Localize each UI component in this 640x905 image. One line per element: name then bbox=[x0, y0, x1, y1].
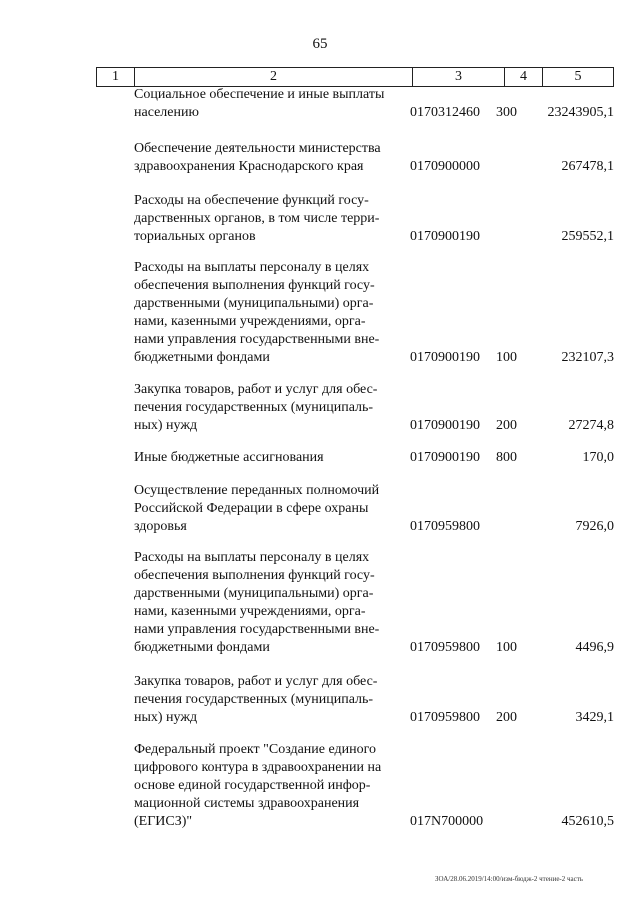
header-col-4: 4 bbox=[505, 68, 543, 86]
description-line: здоровья bbox=[134, 519, 187, 534]
description-line: цифрового контура в здравоохранении на bbox=[134, 760, 382, 775]
header-col-5: 5 bbox=[574, 69, 582, 84]
description-line: Социальное обеспечение и иные выплаты bbox=[134, 87, 385, 102]
table-row bbox=[134, 86, 614, 122]
row-type: 200 bbox=[496, 710, 517, 725]
row-code: 0170959800 bbox=[410, 640, 480, 655]
description-line: Расходы на обеспечение функций госу- bbox=[134, 193, 369, 208]
row-amount: 4496,9 bbox=[575, 640, 614, 655]
table-row bbox=[134, 381, 614, 435]
row-type: 100 bbox=[496, 350, 517, 365]
description-line: Обеспечение деятельности министерства bbox=[134, 141, 381, 156]
description-line: обеспечения выполнения функций госу- bbox=[134, 568, 375, 583]
row-amount: 232107,3 bbox=[561, 350, 614, 365]
row-code: 017N700000 bbox=[410, 814, 484, 829]
row-description bbox=[134, 140, 404, 176]
row-type: 100 bbox=[496, 640, 517, 655]
footer-note: ЗОА/28.06.2019/14:00/изм-бюдж-2 чтение-2 часть bbox=[435, 875, 583, 883]
row-description bbox=[134, 192, 404, 246]
table-row bbox=[134, 482, 614, 536]
description-line: Закупка товаров, работ и услуг для обес- bbox=[134, 674, 378, 689]
description-line: Иные бюджетные ассигнования bbox=[134, 450, 324, 465]
page-number: 65 bbox=[312, 36, 328, 52]
description-line: нами управления государственными вне- bbox=[134, 622, 380, 637]
description-line: ных) нужд bbox=[134, 710, 198, 725]
row-description bbox=[134, 449, 404, 467]
row-code: 0170900190 bbox=[410, 450, 480, 465]
table-row bbox=[134, 140, 614, 176]
row-code: 0170900000 bbox=[410, 159, 480, 174]
description-line: Российской Федерации в сфере охраны bbox=[134, 501, 369, 516]
row-code: 0170312460 bbox=[410, 105, 480, 120]
row-description bbox=[134, 741, 404, 831]
row-description bbox=[134, 259, 404, 367]
row-code: 0170959800 bbox=[410, 519, 480, 534]
row-amount: 259552,1 bbox=[561, 229, 614, 244]
table-header bbox=[96, 67, 614, 87]
description-line: печения государственных (муниципаль- bbox=[134, 400, 374, 415]
description-line: дарственных органов, в том числе терри- bbox=[134, 211, 380, 226]
row-amount: 267478,1 bbox=[561, 159, 614, 174]
description-line: дарственными (муниципальными) орга- bbox=[134, 586, 374, 601]
description-line: здравоохранения Краснодарского края bbox=[134, 159, 364, 174]
row-description bbox=[134, 673, 404, 727]
description-line: Расходы на выплаты персоналу в целях bbox=[134, 260, 370, 275]
description-line: обеспечения выполнения функций госу- bbox=[134, 278, 375, 293]
table-row bbox=[134, 192, 614, 246]
row-description bbox=[134, 549, 404, 657]
header-col-3: 3 bbox=[413, 68, 505, 86]
row-description bbox=[134, 381, 404, 435]
row-type: 200 bbox=[496, 418, 517, 433]
header-col-1: 1 bbox=[97, 68, 135, 86]
description-line: мационной системы здравоохранения bbox=[134, 796, 360, 811]
table-row bbox=[134, 741, 614, 831]
description-line: печения государственных (муниципаль- bbox=[134, 692, 374, 707]
description-line: дарственными (муниципальными) орга- bbox=[134, 296, 374, 311]
header-col-2: 2 bbox=[135, 68, 413, 86]
description-line: нами, казенными учреждениями, орга- bbox=[134, 314, 366, 329]
row-type: 300 bbox=[496, 105, 517, 120]
row-amount: 3429,1 bbox=[575, 710, 614, 725]
row-amount: 7926,0 bbox=[575, 519, 614, 534]
table-row bbox=[134, 259, 614, 367]
row-amount: 23243905,1 bbox=[547, 105, 614, 120]
description-line: ториальных органов bbox=[134, 229, 256, 244]
row-code: 0170959800 bbox=[410, 710, 480, 725]
row-amount: 452610,5 bbox=[561, 814, 614, 829]
row-description bbox=[134, 86, 404, 122]
description-line: ных) нужд bbox=[134, 418, 198, 433]
table-row bbox=[134, 673, 614, 727]
description-line: основе единой государственной инфор- bbox=[134, 778, 371, 793]
row-description bbox=[134, 482, 404, 536]
description-line: Осуществление переданных полномочий bbox=[134, 483, 380, 498]
row-code: 0170900190 bbox=[410, 350, 480, 365]
row-amount: 27274,8 bbox=[568, 418, 614, 433]
table-row bbox=[134, 449, 614, 467]
row-amount: 170,0 bbox=[582, 450, 614, 465]
table-row bbox=[134, 549, 614, 657]
description-line: нами, казенными учреждениями, орга- bbox=[134, 604, 366, 619]
row-code: 0170900190 bbox=[410, 418, 480, 433]
row-type: 800 bbox=[496, 450, 517, 465]
description-line: Расходы на выплаты персоналу в целях bbox=[134, 550, 370, 565]
row-code: 0170900190 bbox=[410, 229, 480, 244]
description-line: Закупка товаров, работ и услуг для обес- bbox=[134, 382, 378, 397]
description-line: нами управления государственными вне- bbox=[134, 332, 380, 347]
description-line: бюджетными фондами bbox=[134, 350, 270, 365]
description-line: (ЕГИСЗ)" bbox=[134, 814, 193, 829]
description-line: бюджетными фондами bbox=[134, 640, 270, 655]
description-line: населению bbox=[134, 105, 199, 120]
description-line: Федеральный проект "Создание единого bbox=[134, 742, 377, 757]
